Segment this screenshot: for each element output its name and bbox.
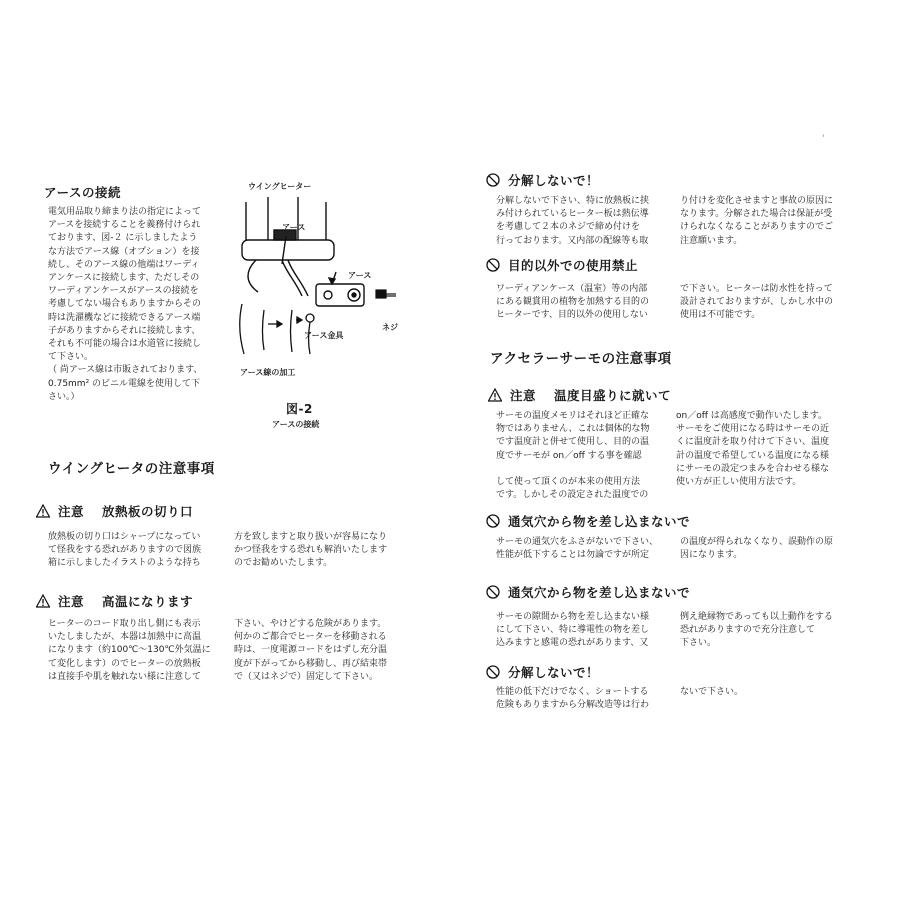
no-disassemble-text-2-col1: 性能の低下だけでなく、ショートする 危険もありますから分解改造等は行わ [496,687,650,711]
earth-connection-text: 電気用品取り締まり法の指定によって アースを接続することを義務付けられ ております、図-２ に示しましたよう な方法でアース線（オプション）を接 続し、そのアース線の他端はワーディ アンケースに接続します、ただしその ワーディアンケースがアースの接続を 考慮してない場合もありますからその 時は洗濯機などに接続できるアース端 子がありますからそれに接続します、 それも不可能の場合は水道管に接続し て下さい。 （ 尚アース線は市販されております、 0.75mm² のビニル電線を使用して下 さい。） [48,207,203,402]
caution-heatsink-heading [36,502,193,520]
no-disassemble-heading [486,171,599,189]
figure-earth-label-2: アース [348,271,372,280]
figure-earth-label-1: アース [282,223,306,232]
figure-number: 図-2 [286,402,313,416]
prohibited-icon [486,173,500,187]
prohibited-icon [486,665,500,679]
earth-connection-title: アースの接続 [44,185,122,200]
caution-scale-text-col2: on／off は高感度で動作いたします。 サーモをご使用になる時はサーモの近 くに温度計を取り付けて下さい、温度 計の温度で希望している温度になる様 にサーモの設定つまみを合わせる様な 使い方が正しい使用方法です。 [676,411,830,488]
caution-high-temp-heading [36,592,193,610]
figure-caption: アースの接続 [272,420,320,429]
vent-text-1-col1: サーモの通気穴をふさがないで下さい、 性能が低下することは勿論ですが所定 [496,537,659,561]
vent-title-2: 通気穴から物を差し込まないで [508,585,691,600]
no-disassemble-heading-2 [486,663,599,681]
vent-text-2-col1: サーモの隙間から物を差し込まない様 にして下さい、特に導電性の物を差し 込みますと感電の恐れがあります、又 [496,612,650,649]
thermo-section-title: アクセラーサーモの注意事項 [490,351,672,367]
no-disassemble-text-col2: り付けを変化させますと事故の原因に なります。分解された場合は保証が受 けられなくなることがありますのでご 注意願います。 [680,196,834,246]
no-other-use-heading [486,256,638,274]
vent-title-1: 通気穴から物を差し込まないで [508,514,691,529]
caution-high-temp-text-col1: ヒーターのコード取り出し側にも表示 いたしましたが、本器は加熱中に高温 になります（約100℃～130℃外気温に て変化します）のでヒーターの放熱板 は直接手や肌を触れない様に注意して [48,619,211,682]
no-other-use-title: 目的以外での使用禁止 [508,258,639,273]
screw-drawing [376,290,396,298]
caution-scale-heading [488,386,671,404]
prohibited-icon [486,514,500,528]
caution-label: 注意 [510,388,537,403]
caution-heatsink-text-col1: 放熱板の切り口はシャープになってい て怪我をする恐れがありますので図族 箱に示しましたイラストのような持ち [48,532,202,569]
figure-heater-label: ウイングヒーター [248,182,312,191]
caution-label: 注意 [58,594,85,609]
no-other-use-text-col1: ワーディアンケース（温室）等の内部 にある観賞用の植物を加熱する目的の ヒーターです、目的以外の使用しない [496,284,650,321]
caution-heatsink-title: 放熱板の切り口 [102,504,194,519]
vent-heading-2 [486,583,690,601]
figure-bracket-label: アース金具 [304,331,344,340]
vent-text-1-col2: の温度が得られなくなり、誤動作の原 因になります。 [680,537,834,561]
warning-triangle-icon [36,504,50,518]
caution-label: 注意 [58,504,85,519]
caution-high-temp-title: 高温になります [102,594,194,609]
wing-heater-drawing [242,197,334,296]
vent-text-2-col2: 例え絶縁物であっても以上動作をする 恐れがありますので充分注意して 下さい。 [680,612,833,649]
no-other-use-text-col2: で下さい。ヒーターは防水性を持って 設計されておりますが、しかし水中の 使用は不可能です。 [680,284,834,321]
earth-wire-drawing [240,304,314,354]
vent-heading-1 [486,512,690,530]
prohibited-icon [486,585,500,599]
wing-heater-section-title: ウイングヒータの注意事項 [48,461,215,477]
caution-scale-text-col1: サーモの温度メモリはそれほど正確な 物ではありません、これは個体的な物 です温度計と併せて使用し、目的の温 度でサーモが on／off する事を確認 して使って頂くのが本来の使用方法 です。しかしその設定された温度での [496,411,650,501]
page-mark: ' [822,134,825,144]
prohibited-icon [486,258,500,272]
warning-triangle-icon [36,594,50,608]
caution-high-temp-text-col2: 下さい、やけどする危険があります。 何かのご都合でヒーターを移動される 時は、一度電源コードをはずし充分温 度が下がってから移動し、再び結束帯 で（又はネジで）固定して下さい。 [234,619,388,682]
warning-triangle-icon [488,388,502,402]
figure-wire-label: アース線の加工 [240,368,296,377]
no-disassemble-title-2: 分解しないで！ [508,665,600,680]
caution-scale-title: 温度目盛りに就いて [554,388,672,403]
no-disassemble-text-2-col2: ないで下さい。 [680,687,744,697]
no-disassemble-title: 分解しないで！ [508,173,600,188]
no-disassemble-text-col1: 分解しないで下さい、特に放熱板に挟 み付けられているヒーター板は熱伝導 を考慮して２本のネジで締め付けを 行っております。又内部の配線等も取 [496,196,650,246]
earth-connection-figure [236,192,416,377]
caution-heatsink-text-col2: 方を致しますと取り扱いが容易になり かつ怪我をする恐れも解消いたします のでお勧めいたします。 [234,532,388,569]
figure-screw-label: ネジ [382,323,398,332]
